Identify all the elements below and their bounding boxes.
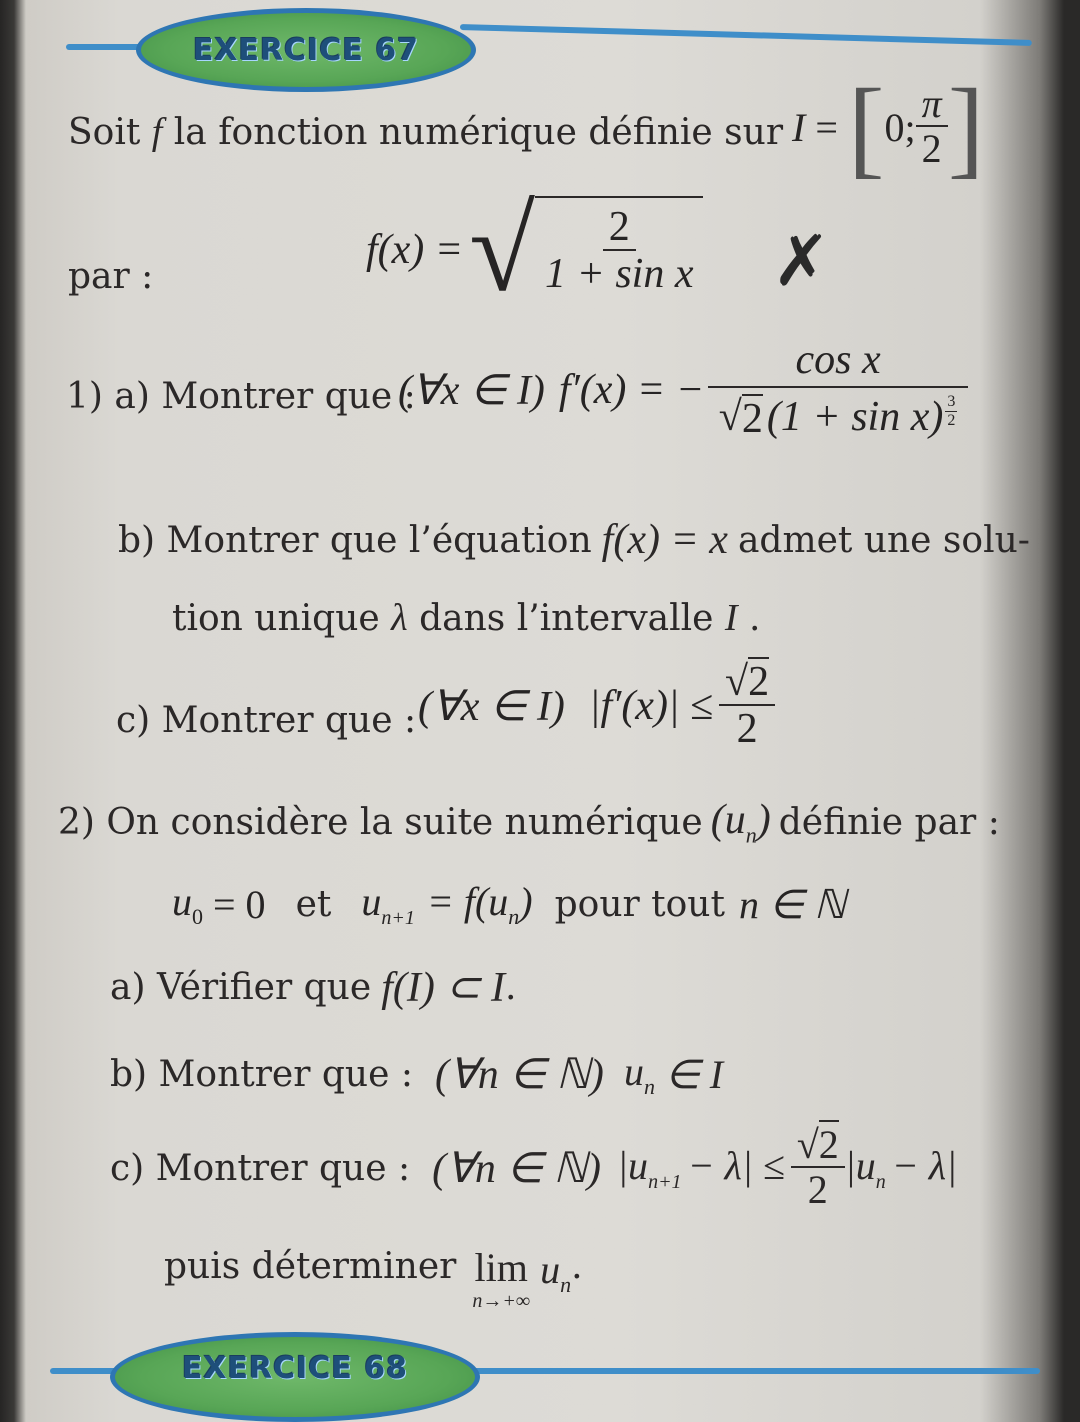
q1c-label: c) Montrer que :: [116, 700, 417, 741]
q1b-line1: [118, 516, 1030, 564]
q2c-forall: (∀n ∈ ℕ): [432, 1146, 602, 1192]
q2-def-eq: [427, 878, 533, 930]
sqrt-sign: √: [469, 183, 535, 316]
interval-zero: 0;: [884, 104, 916, 150]
q1a-den-rest: (1 + sin x): [766, 394, 944, 441]
q2-et: et: [295, 883, 332, 925]
q2b-un-letter: u: [623, 1049, 644, 1094]
q1b-dot: .: [749, 598, 761, 639]
q2b-in-I: ∈ I: [664, 1051, 724, 1097]
exercise-title: EXERCICE 67: [192, 32, 420, 68]
q2b-line: [110, 1048, 723, 1100]
interval-close-bracket: ]: [947, 66, 985, 188]
q2a-text: a) Vérifier que: [110, 966, 372, 1008]
q2c-lim-word: lim: [474, 1245, 528, 1290]
q1b-text2: admet une solu-: [737, 519, 1030, 561]
q1a-forall: (∀x ∈ I): [398, 368, 545, 415]
fx-fraction: [539, 205, 700, 297]
q2c-label: c) Montrer que :: [110, 1147, 411, 1189]
q1a-lhs: f′(x) = −: [558, 367, 705, 414]
q1a-exp-num: 3: [947, 393, 956, 411]
q1c-forall: (∀x ∈ I): [418, 684, 565, 731]
q2c-lim-un-sub: n: [560, 1272, 572, 1297]
q2b-label: b) Montrer que :: [110, 1053, 413, 1095]
interval-pi-over-two: [916, 83, 948, 171]
q1c-formula: [418, 660, 775, 752]
q2-pour-tout: pour tout: [554, 883, 725, 925]
q1a-numerator: cos x: [708, 338, 968, 388]
q2-un1: [361, 878, 415, 930]
intro-soit: Soit: [68, 112, 141, 153]
q2-un1-sub: n+1: [381, 907, 415, 929]
q1a-exponent: [945, 394, 957, 429]
q2b-un-sub: n: [643, 1074, 655, 1099]
fx-denominator: 1 + sin x: [544, 250, 694, 297]
q2c-lim-un: [540, 1246, 571, 1298]
q2-def-eq-close: ): [519, 879, 533, 924]
q1b-math: f(x) = x: [601, 517, 728, 563]
interval-two: 2: [921, 126, 942, 171]
q1b-lambda: λ: [391, 597, 408, 639]
q2c-line: [110, 1124, 957, 1212]
interval-definition: [792, 66, 985, 188]
header-rule: [66, 44, 146, 50]
q2c-lim-un-letter: u: [540, 1247, 561, 1292]
q2c-denominator: 2: [807, 1167, 828, 1212]
q2a-dot: .: [505, 966, 517, 1008]
header-banner: [136, 8, 476, 92]
q1c-num-sqrt: 2: [748, 659, 770, 705]
q1c-lhs: |f′(x)| ≤: [588, 683, 714, 730]
q2c-lhs-sub: n+1: [648, 1171, 682, 1193]
q2-definition: [172, 878, 846, 930]
q2c-lim-text: puis déterminer: [164, 1246, 457, 1287]
q1a-label: 1) a) Montrer que :: [66, 376, 416, 417]
q2c-fraction: [791, 1124, 845, 1212]
q2c-lhs-rest: − λ| ≤: [687, 1143, 785, 1188]
q1b-line2-text: tion unique: [172, 598, 380, 639]
footer-banner: [110, 1332, 480, 1422]
q2c-rhs-open: |u: [844, 1143, 876, 1188]
q2b-forall: (∀n ∈ ℕ): [435, 1052, 604, 1098]
next-exercise-title: EXERCICE 68: [181, 1351, 409, 1386]
q1c-denominator: 2: [736, 706, 758, 753]
q2-intro-label: 2) On considère la suite numérique: [58, 801, 703, 843]
q2-intro: [58, 796, 1000, 848]
interval-equals: =: [815, 104, 838, 150]
q2c-lim-dot: .: [571, 1246, 583, 1287]
q2-n-in-N: n ∈ ℕ: [738, 881, 846, 927]
q2-u0-eq: = 0: [213, 881, 266, 927]
q2c-rhs-rest: − λ|: [891, 1143, 958, 1188]
interval-I: I: [792, 104, 806, 150]
q2-intro-un-sub: n: [745, 822, 757, 848]
intro-line: [68, 110, 783, 154]
handwritten-cross-mark: ✗: [772, 220, 831, 302]
q2a-line: [110, 962, 516, 1012]
q1c-numerator: √2: [719, 660, 775, 706]
q2-intro-rest: définie par :: [778, 801, 1000, 843]
q2c-rhs: [845, 1142, 957, 1194]
interval-pi: π: [916, 83, 948, 127]
q2c-lhs: [617, 1142, 785, 1194]
q2c-rhs-sub: n: [875, 1171, 886, 1193]
fx-sqrt: [469, 183, 703, 316]
fx-radicand: [535, 196, 704, 304]
fx-lhs: f(x) =: [366, 227, 464, 273]
intro-f: f: [151, 111, 163, 153]
q2-u0-sub: 0: [192, 904, 203, 929]
q2c-lhs-open: |u: [617, 1143, 649, 1188]
q2-intro-un-close: ): [756, 797, 771, 843]
q2-un1-letter: u: [361, 879, 382, 924]
q1a-exp-den: 2: [947, 411, 956, 429]
fx-numerator: 2: [603, 205, 636, 251]
q2-u0: [172, 878, 203, 930]
q2c-limit-line: [164, 1246, 583, 1313]
q2-def-eq-text: = f(u: [426, 879, 509, 924]
q1a-sqrt-two: 2: [741, 396, 763, 443]
q2-intro-un: (u: [710, 797, 746, 843]
q1a-sqrt-sign: √: [718, 394, 742, 441]
q1a-fraction: [708, 338, 968, 442]
q2c-num-sqrt: 2: [818, 1122, 839, 1167]
interval-open-bracket: [: [847, 66, 885, 188]
q1b-line2: [172, 596, 760, 640]
q2-intro-sequence: [711, 796, 771, 848]
q2-u0-letter: u: [172, 879, 192, 924]
q2b-un: [624, 1048, 655, 1100]
q1c-fraction: [719, 660, 775, 752]
q1b-I: I: [724, 597, 738, 639]
q1b-line2-rest: dans l’intervalle: [419, 598, 714, 639]
q2a-math: f(I) ⊂ I: [381, 965, 505, 1011]
function-definition: [366, 183, 703, 316]
q2-def-eq-sub: n: [508, 904, 520, 929]
q2c-numerator: √2: [791, 1124, 845, 1168]
par-label: par :: [68, 256, 154, 297]
q1a-denominator: [713, 388, 964, 442]
header-rule-right: [460, 24, 1032, 46]
q2c-lim-sub: n→+∞: [472, 1290, 531, 1312]
q2c-lim: [472, 1246, 530, 1313]
intro-description: la fonction numérique définie sur: [173, 112, 784, 153]
q1b-text1: b) Montrer que l’équation: [118, 519, 592, 561]
q1a-formula: [398, 338, 968, 442]
